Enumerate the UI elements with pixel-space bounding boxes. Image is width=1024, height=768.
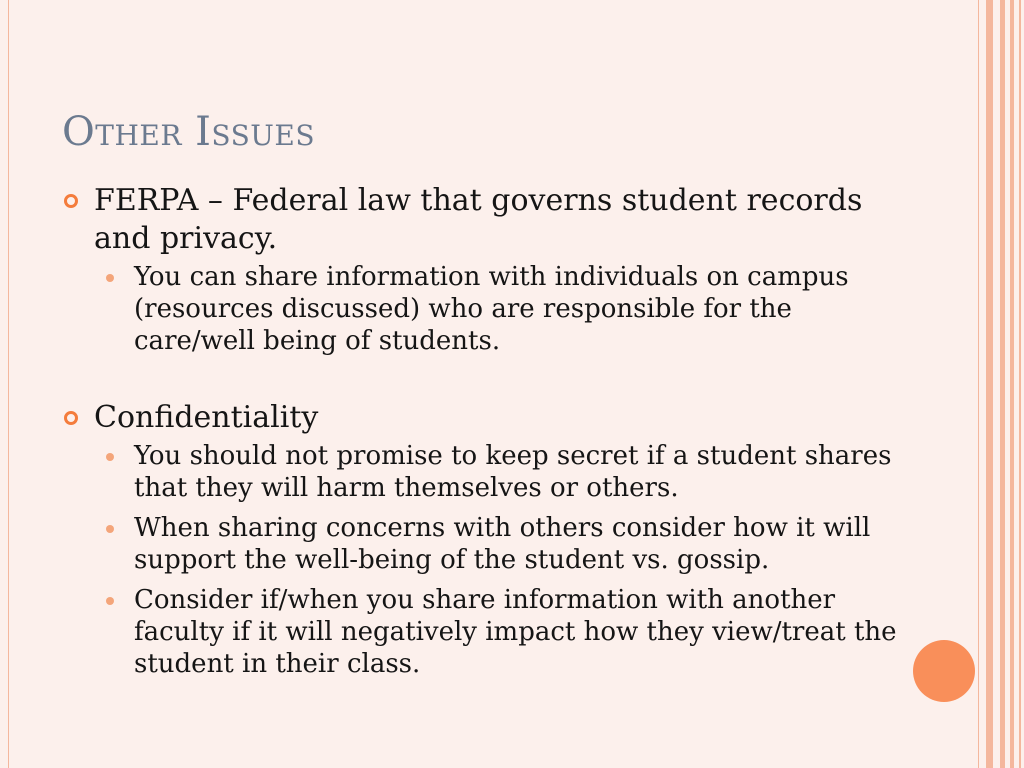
stripe [986,0,993,768]
sub-bullet-list [94,261,902,357]
right-decorative-stripes [978,0,1024,768]
stripe [1000,0,1005,768]
stripe [1010,0,1014,768]
dot-bullet-icon [106,597,114,605]
ring-bullet-icon [64,194,78,208]
sub-bullet-text: You should not promise to keep secret if a student shares that they will harm themselves or others. [134,441,892,503]
sub-bullet-list [94,440,902,680]
sub-bullet-item [94,440,902,504]
bullet-text: FERPA – Federal law that governs student records and privacy. [94,183,863,256]
bullet-list [62,182,902,680]
dot-bullet-icon [106,525,114,533]
bullet-item-confidentiality [62,399,902,680]
left-border-line [8,0,9,768]
sub-bullet-text: You can share information with individuals on campus (resources discussed) who are responsible for the care/well being of students. [134,262,849,356]
sub-bullet-item [94,261,902,357]
sub-bullet-text: When sharing concerns with others consider how it will support the well-being of the student vs. gossip. [134,513,871,575]
bullet-item-ferpa [62,182,902,357]
dot-bullet-icon [106,274,114,282]
ring-bullet-icon [64,411,78,425]
sub-bullet-item [94,512,902,576]
sub-bullet-item [94,584,902,680]
sub-bullet-text: Consider if/when you share information with another faculty if it will negatively impact how they view/treat the student in their class. [134,585,897,679]
bullet-text: Confidentiality [94,400,319,435]
dot-bullet-icon [106,453,114,461]
slide-title: Other Issues [62,109,316,155]
stripe [978,0,979,768]
decorative-circle [913,640,975,702]
stripe [1019,0,1021,768]
